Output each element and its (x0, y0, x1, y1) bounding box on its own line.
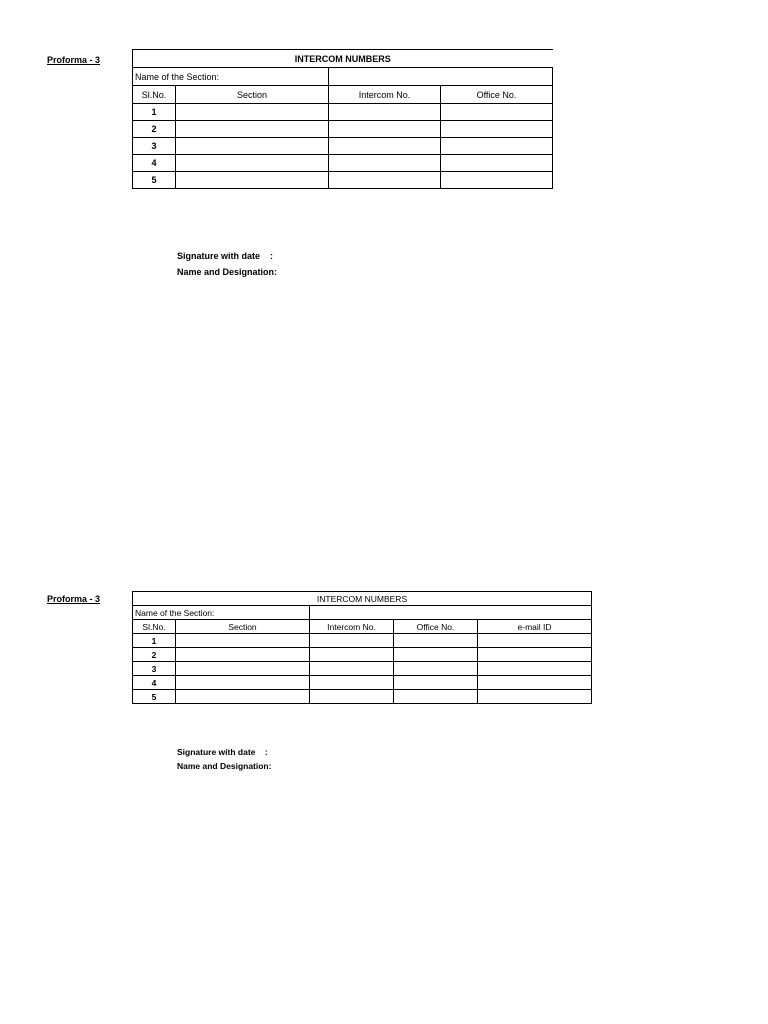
office-cell[interactable] (394, 634, 478, 648)
table-row (133, 634, 592, 648)
table-title: INTERCOM NUMBERS (133, 50, 553, 68)
proforma-label: Proforma - 3 (47, 55, 101, 65)
table-row (133, 676, 592, 690)
section-cell[interactable] (176, 172, 329, 189)
name-designation-label: Name and Designation: (177, 761, 272, 771)
section-cell[interactable] (176, 121, 329, 138)
section-name-label: Name of the Section: (133, 68, 329, 86)
office-cell[interactable] (394, 648, 478, 662)
intercom-cell[interactable] (329, 121, 441, 138)
section-cell[interactable] (176, 690, 310, 704)
intercom-cell[interactable] (310, 634, 394, 648)
office-cell[interactable] (441, 104, 553, 121)
email-cell[interactable] (478, 690, 592, 704)
office-cell[interactable] (441, 155, 553, 172)
column-header-intercom-no: Intercom No. (329, 86, 441, 104)
row-number: 3 (133, 662, 176, 676)
office-cell[interactable] (394, 690, 478, 704)
row-number: 5 (133, 690, 176, 704)
row-number: 5 (133, 172, 176, 189)
table-row (133, 121, 553, 138)
intercom-cell[interactable] (310, 648, 394, 662)
proforma-label: Proforma - 3 (47, 594, 101, 604)
section-cell[interactable] (176, 648, 310, 662)
intercom-table-1 (132, 49, 553, 189)
office-cell[interactable] (441, 121, 553, 138)
signature-label: Signature with date : (177, 251, 274, 261)
office-cell[interactable] (441, 172, 553, 189)
column-header-sl-no: Sl.No. (133, 620, 176, 634)
table-row (133, 172, 553, 189)
section-cell[interactable] (176, 634, 310, 648)
row-number: 4 (133, 155, 176, 172)
office-cell[interactable] (394, 676, 478, 690)
intercom-cell[interactable] (310, 690, 394, 704)
row-number: 3 (133, 138, 176, 155)
intercom-cell[interactable] (329, 172, 441, 189)
column-header-sl-no: Sl.No. (133, 86, 176, 104)
section-cell[interactable] (176, 104, 329, 121)
intercom-cell[interactable] (310, 676, 394, 690)
table-row (133, 690, 592, 704)
section-cell[interactable] (176, 155, 329, 172)
section-cell[interactable] (176, 676, 310, 690)
email-cell[interactable] (478, 662, 592, 676)
table-row (133, 662, 592, 676)
intercom-cell[interactable] (310, 662, 394, 676)
signature-block (177, 745, 271, 773)
office-cell[interactable] (441, 138, 553, 155)
intercom-cell[interactable] (329, 104, 441, 121)
office-cell[interactable] (394, 662, 478, 676)
email-cell[interactable] (478, 676, 592, 690)
intercom-table-2 (132, 591, 592, 704)
row-number: 2 (133, 648, 176, 662)
section-name-value[interactable] (329, 68, 553, 86)
section-cell[interactable] (176, 138, 329, 155)
section-name-value[interactable] (310, 606, 592, 620)
table-row (133, 648, 592, 662)
column-header-office-no: Office No. (441, 86, 553, 104)
intercom-cell[interactable] (329, 155, 441, 172)
email-cell[interactable] (478, 648, 592, 662)
column-header-email-id: e-mail ID (478, 620, 592, 634)
row-number: 2 (133, 121, 176, 138)
column-header-intercom-no: Intercom No. (310, 620, 394, 634)
table-row (133, 155, 553, 172)
table-row (133, 138, 553, 155)
table-title: INTERCOM NUMBERS (133, 592, 592, 606)
column-header-section: Section (176, 86, 329, 104)
signature-block (177, 248, 277, 280)
name-designation-label: Name and Designation: (177, 267, 278, 277)
signature-label: Signature with date : (177, 747, 268, 757)
column-header-office-no: Office No. (394, 620, 478, 634)
section-cell[interactable] (176, 662, 310, 676)
section-name-label: Name of the Section: (133, 606, 310, 620)
row-number: 1 (133, 104, 176, 121)
row-number: 4 (133, 676, 176, 690)
row-number: 1 (133, 634, 176, 648)
email-cell[interactable] (478, 634, 592, 648)
table-row (133, 104, 553, 121)
intercom-cell[interactable] (329, 138, 441, 155)
column-header-section: Section (176, 620, 310, 634)
